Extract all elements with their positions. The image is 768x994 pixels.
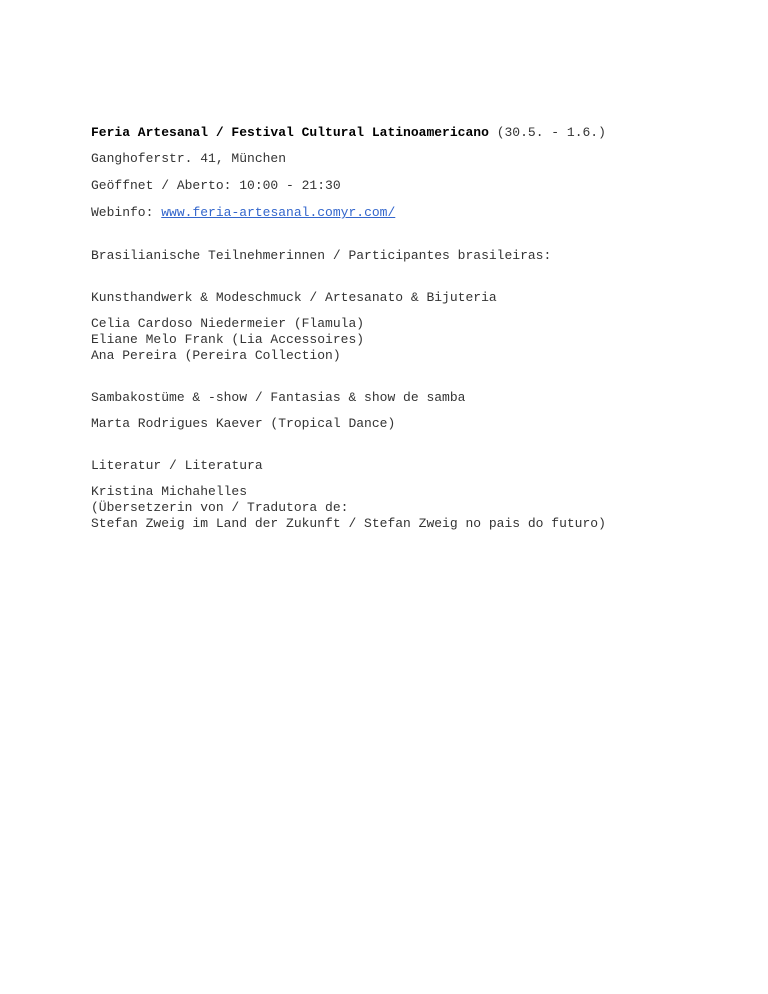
webinfo-link[interactable]: www.feria-artesanal.comyr.com/ bbox=[161, 205, 396, 220]
event-webinfo bbox=[91, 205, 731, 221]
webinfo-label: Webinfo: bbox=[91, 205, 154, 220]
section-heading: Kunsthandwerk & Modeschmuck / Artesanato & Bijuteria bbox=[91, 290, 497, 305]
section-heading: Literatur / Literatura bbox=[91, 458, 263, 473]
participant-line: Ana Pereira (Pereira Collection) bbox=[91, 348, 341, 363]
participants-heading: Brasilianische Teilnehmerinnen / Participantes brasileiras: bbox=[91, 248, 552, 263]
participant-line: Eliane Melo Frank (Lia Accessoires) bbox=[91, 332, 365, 347]
participant-line: Stefan Zweig im Land der Zukunft / Stefan Zweig no pais do futuro) bbox=[91, 516, 606, 531]
participant-line: Kristina Michahelles bbox=[91, 484, 248, 499]
event-address: Ganghoferstr. 41, München bbox=[91, 151, 287, 166]
section-heading: Sambakostüme & -show / Fantasias & show de samba bbox=[91, 390, 466, 405]
event-title-line bbox=[91, 125, 731, 141]
document-body bbox=[91, 125, 731, 532]
event-hours: Geöffnet / Aberto: 10:00 - 21:30 bbox=[91, 178, 341, 193]
event-dates: (30.5. - 1.6.) bbox=[496, 125, 606, 140]
section-samba bbox=[91, 390, 731, 432]
participant-line: Marta Rodrigues Kaever (Tropical Dance) bbox=[91, 416, 396, 431]
section-crafts bbox=[91, 290, 731, 364]
section-literature bbox=[91, 458, 731, 532]
participant-line: Celia Cardoso Niedermeier (Flamula) bbox=[91, 316, 365, 331]
participant-line: (Übersetzerin von / Tradutora de: bbox=[91, 500, 349, 515]
event-title: Feria Artesanal / Festival Cultural Latinoamericano bbox=[91, 125, 489, 140]
